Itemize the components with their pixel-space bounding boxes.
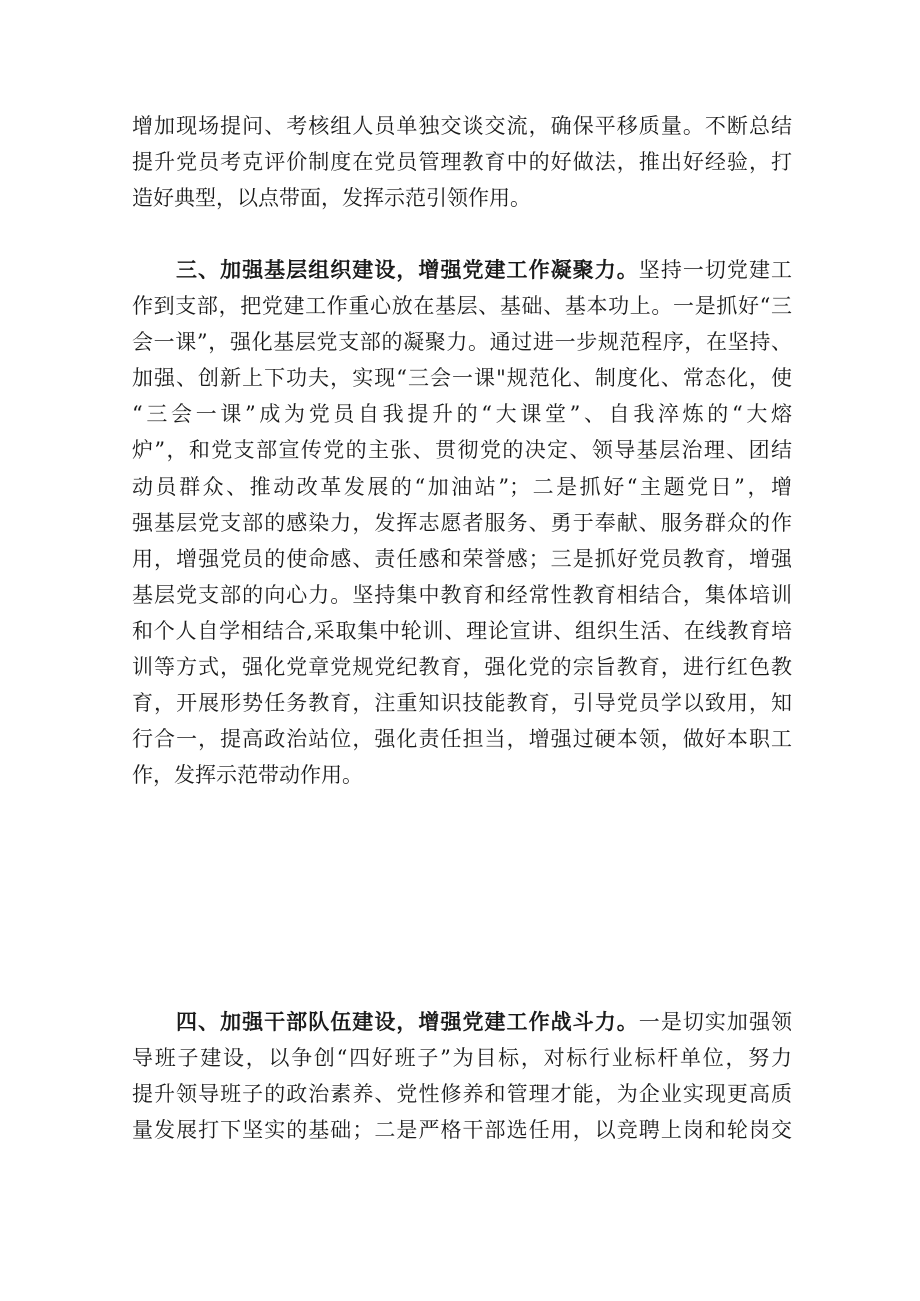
paragraph-first-line — [132, 252, 792, 288]
paragraph-line: 用，增强党员的使命感、责任感和荣誉感；三是抓好党员教育，增强 — [132, 546, 792, 571]
paragraph-line: 动员群众、推动改革发展的“加油站”；二是抓好“主题党日”，增 — [132, 474, 792, 499]
paragraph-line: 会一课”，强化基层党支部的凝聚力。通过进一步规范程序，在坚持、 — [132, 330, 792, 355]
paragraph-line: 增加现场提问、考核组人员单独交谈交流，确保平移质量。不断总结 — [132, 114, 792, 138]
paragraph-line: 育，开展形势任务教育，注重知识技能教育，引导党员学以致用，知 — [132, 691, 792, 716]
paragraph-line: 提升党员考克评价制度在党员管理教育中的好做法，推出好经验，打 — [132, 150, 792, 175]
paragraph-line: “三会一课”成为党员自我提升的“大课堂”、自我淬炼的“大熔 — [132, 402, 792, 427]
paragraph-line: 基层党支部的向心力。坚持集中教育和经常性教育相结合，集体培训 — [132, 582, 792, 607]
paragraph-line: 量发展打下坚实的基础；二是严格干部选任用，以竞聘上岗和轮岗交 — [132, 1118, 792, 1143]
paragraph-line: 炉”，和党支部宣传党的主张、贯彻党的决定、领导基层治理、团结 — [132, 438, 792, 463]
paragraph-line: 行合一，提高政治站位，强化责任担当，增强过硬本领，做好本职工 — [132, 727, 792, 752]
paragraph-line: 提升领导班子的政治素养、党性修养和管理才能，为企业实现更高质 — [132, 1082, 792, 1107]
paragraph-line: 造好典型，以点带面，发挥示范引领作用。 — [132, 186, 531, 211]
paragraph-3 — [132, 1004, 792, 1148]
paragraph-text: 一是切实加强领 — [638, 1010, 793, 1034]
paragraph-line: 强基层党支部的感染力，发挥志愿者服务、勇于奉献、服务群众的作 — [132, 510, 792, 535]
paragraph-line: 导班子建设，以争创“四好班子”为目标，对标行业标杆单位，努力 — [132, 1046, 792, 1071]
paragraph-line: 作，发挥示范带动作用。 — [132, 763, 363, 788]
paragraph-2 — [132, 252, 792, 793]
paragraph-line: 训等方式，强化党章党规党纪教育，强化党的宗旨教育，进行红色教 — [132, 655, 792, 680]
paragraph-1 — [132, 108, 792, 216]
paragraph-line: 作到支部，把党建工作重心放在基层、基础、基本功上。一是抓好“三 — [132, 294, 792, 319]
section-heading-4: 四、加强干部队伍建设，增强党建工作战斗力。 — [176, 1009, 639, 1034]
paragraph-line: 加强、创新上下功夫，实现“三会一课"规范化、制度化、常态化，使 — [132, 366, 792, 391]
paragraph-line: 和个人自学相结合,采取集中轮训、理论宣讲、组织生活、在线教育培 — [132, 618, 792, 643]
paragraph-text: 坚持一切党建工 — [638, 258, 793, 282]
paragraph-first-line — [132, 1004, 792, 1040]
section-heading-3: 三、加强基层组织建设，增强党建工作凝聚力。 — [176, 257, 639, 282]
